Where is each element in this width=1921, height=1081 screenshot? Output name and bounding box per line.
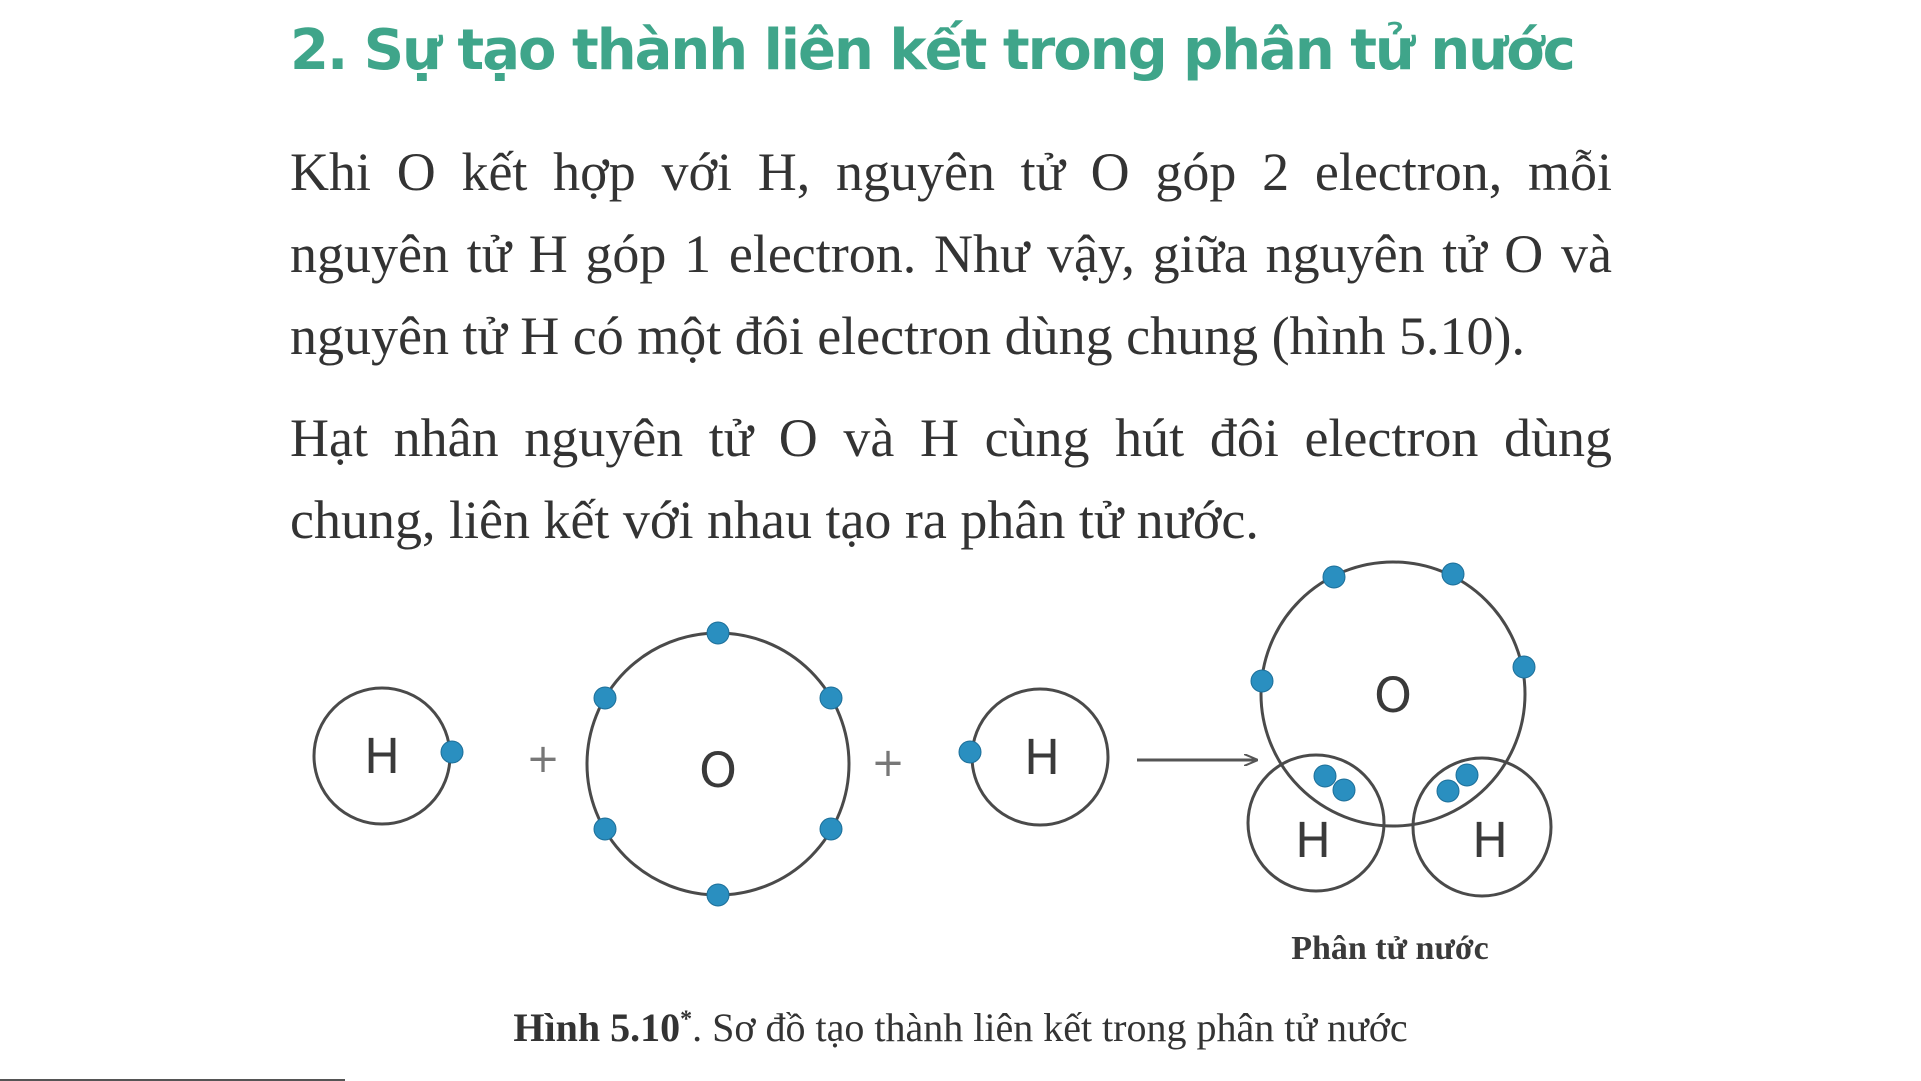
electron bbox=[820, 818, 842, 840]
molecule-label: Phân tử nước bbox=[1291, 930, 1489, 967]
figure-number bbox=[513, 1005, 692, 1050]
electron bbox=[1442, 563, 1464, 585]
electron bbox=[1513, 656, 1535, 678]
figure-caption bbox=[0, 1004, 1921, 1051]
hydrogen-atom-left bbox=[314, 688, 463, 824]
oxygen-atom bbox=[587, 622, 849, 906]
hydrogen-label: H bbox=[363, 729, 401, 785]
water-molecule bbox=[1248, 562, 1551, 896]
figure-caption-text: . Sơ đồ tạo thành liên kết trong phân tử nước bbox=[692, 1005, 1408, 1050]
figure-marker: * bbox=[680, 1006, 693, 1033]
oxygen-label: O bbox=[1374, 668, 1412, 724]
electron bbox=[820, 687, 842, 709]
figure-number-text: Hình 5.10 bbox=[513, 1005, 681, 1050]
section-title: 2. Sự tạo thành liên kết trong phân tử nước bbox=[290, 18, 1574, 83]
hydrogen-label: H bbox=[1471, 813, 1509, 869]
electron bbox=[959, 741, 981, 763]
paragraph-1: Khi O kết hợp với H, nguyên tử O góp 2 electron, mỗi nguyên tử H góp 1 electron. Như vậy, giữa nguyên tử O và nguyên tử H có một đôi electron dùng chung (hình 5.10). bbox=[290, 142, 1612, 366]
hydrogen-atom-right bbox=[959, 689, 1108, 825]
electron bbox=[594, 818, 616, 840]
electron bbox=[441, 741, 463, 763]
electron bbox=[707, 884, 729, 906]
shared-electron bbox=[1437, 780, 1459, 802]
hydrogen-label: H bbox=[1023, 730, 1061, 786]
oxygen-label: O bbox=[699, 743, 737, 799]
shared-electron bbox=[1314, 765, 1336, 787]
electron bbox=[707, 622, 729, 644]
shared-electron bbox=[1456, 764, 1478, 786]
hydrogen-label: H bbox=[1294, 813, 1332, 869]
paragraph-2: Hạt nhân nguyên tử O và H cùng hút đôi electron dùng chung, liên kết với nhau tạo ra phân tử nước. bbox=[290, 408, 1612, 550]
plus-sign: + bbox=[871, 740, 905, 786]
plus-sign: + bbox=[526, 736, 560, 782]
electron bbox=[594, 687, 616, 709]
electron bbox=[1323, 566, 1345, 588]
shared-electron bbox=[1333, 779, 1355, 801]
electron bbox=[1251, 670, 1273, 692]
